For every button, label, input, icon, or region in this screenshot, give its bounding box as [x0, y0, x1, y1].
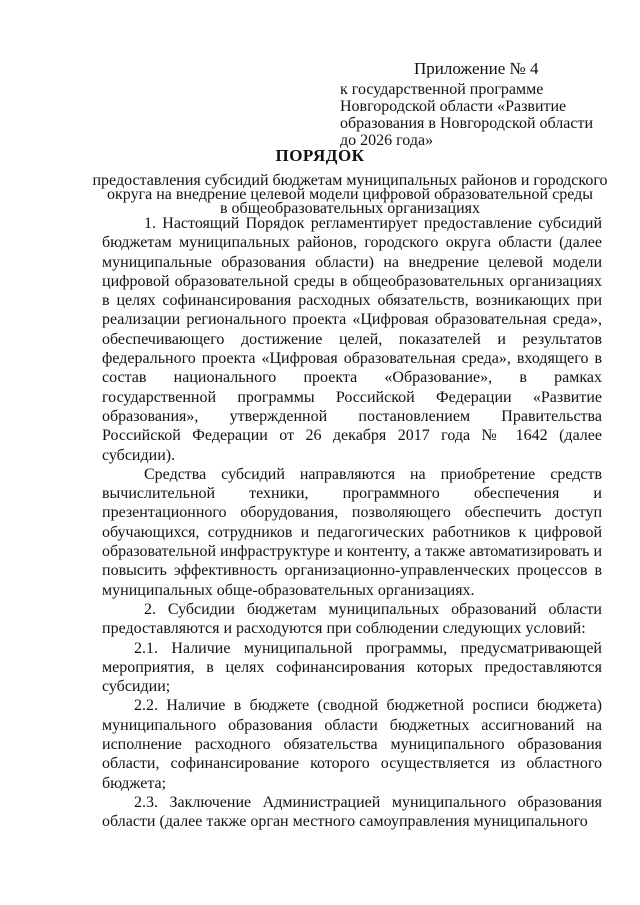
appendix-line: образования в Новгородской области [340, 115, 594, 132]
paragraph-2-2: 2.2. Наличие в бюджете (сводной бюджетной росписи бюджета) муниципального образования области бюджетных ассигнований на исполнение расходного обязательства муниципального образования области, софинансирование которого осуществляется из областного бюджета; [102, 697, 602, 792]
appendix-line: Новгородской области «Развитие [340, 98, 567, 115]
appendix-block [340, 60, 620, 149]
paragraph-1: 1. Настоящий Порядок регламентирует предоставление субсидий бюджетам муниципальных районов, городского округа области (далее муниципальные образования области) на внедрение целевой модели цифровой образовательной среды в общеобразовательных организациях в целях софинансирования расходных обязательств, возникающих при реализации регионального проекта «Цифровая образовательная среда», обеспечивающего достижение целей, показателей и результатов федерального проекта «Цифровая образовательная среда», входящего в состав национального проекта «Образование», в рамках государственной программы Российской Федерации «Развитие образования», утвержденной постановлением Правительства Российской Федерации от 26 декабря 2017 года № 1642 (далее субсидии). [102, 215, 602, 464]
document-subtitle [60, 174, 640, 216]
subtitle-line: в общеобразовательных организациях [220, 200, 480, 217]
appendix-line: до 2026 года» [340, 132, 434, 149]
document-title: ПОРЯДОК [275, 146, 365, 165]
paragraph-2: 2. Субсидии бюджетам муниципальных образований области предоставляются и расходуются при соблюдении следующих условий: [102, 600, 602, 638]
appendix-line: к государственной программе [340, 81, 544, 98]
document-body [102, 214, 602, 832]
appendix-number: Приложение № 4 [414, 59, 539, 78]
paragraph-funds: Средства субсидий направляются на приобретение средств вычислительной техники, программного обеспечения и презентационного оборудования, позволяющего обеспечить доступ обучающихся, сотрудников и педагогических работников к цифровой образовательной инфраструктуре и контенту, а также автоматизировать и повысить эффективность организационно-управленческих процессов в муниципальных обще-образовательных организациях. [102, 465, 602, 599]
subtitle-line: округа на внедрение целевой модели цифровой образовательной среды [107, 186, 593, 203]
paragraph-2-1: 2.1. Наличие муниципальной программы, предусматривающей мероприятия, в целях софинансирования которых предоставляются субсидии; [102, 639, 602, 696]
subtitle-line: предоставления субсидий бюджетам муниципальных районов и городского [92, 172, 608, 189]
appendix-caption [340, 81, 620, 149]
paragraph-2-3: 2.3. Заключение Администрацией муниципального образования области (далее также орган местного самоуправления муниципального [102, 793, 602, 831]
